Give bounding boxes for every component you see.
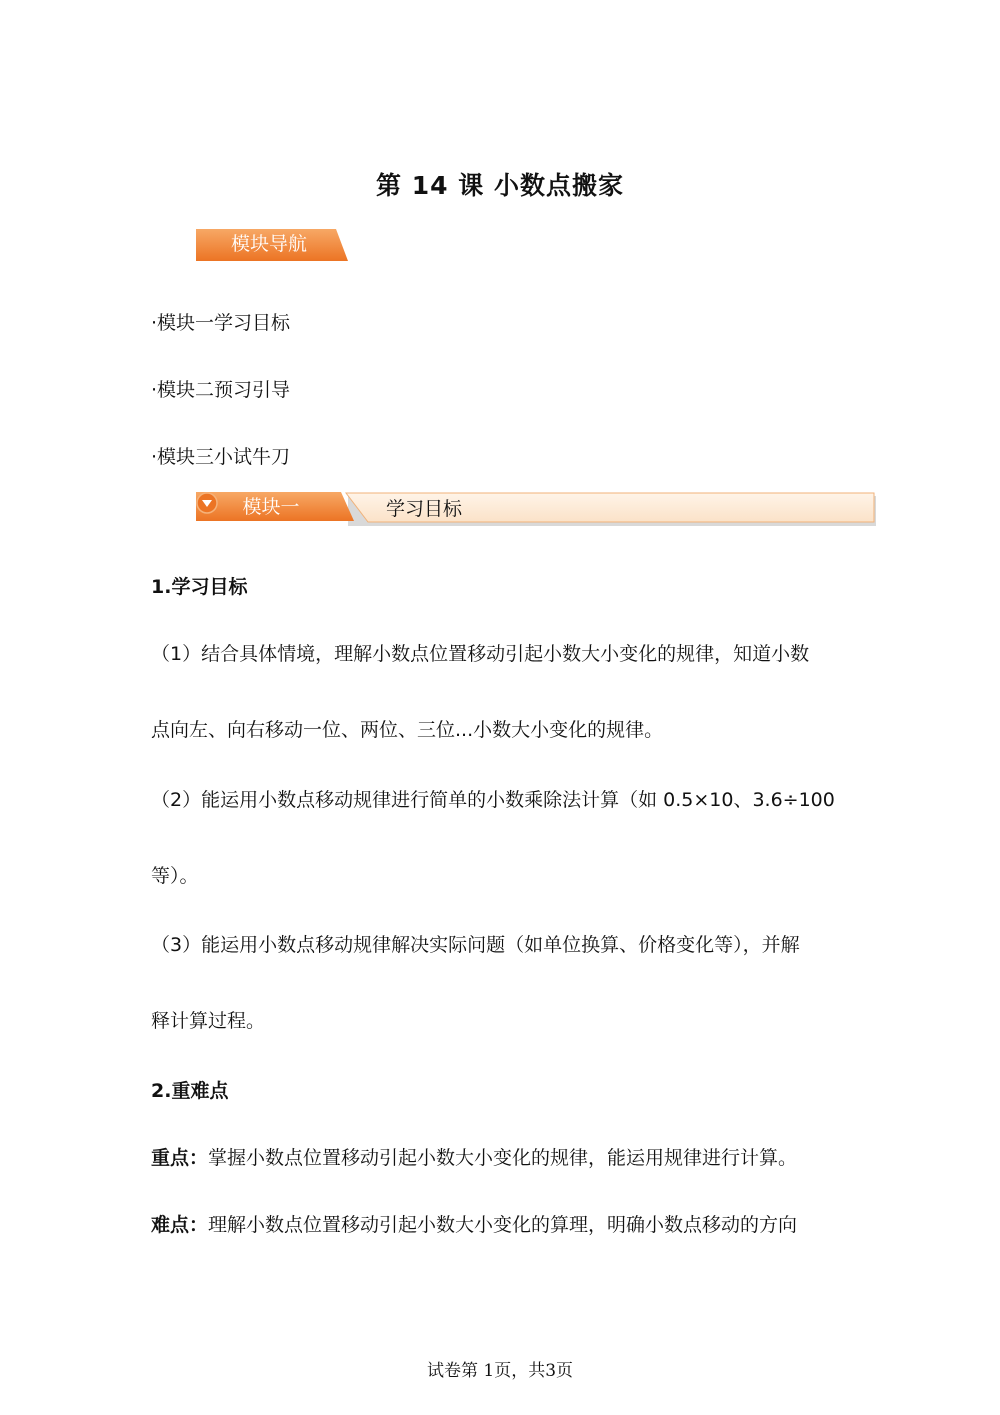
section-heading-key-points: 2.重难点 <box>151 1080 229 1102</box>
difficult-point-label: 难点： <box>151 1214 209 1236</box>
module-title: 学习目标 <box>386 498 463 520</box>
section-heading-goals: 1.学习目标 <box>151 576 248 598</box>
goal-item-3-line-2: 释计算过程。 <box>151 1010 266 1032</box>
module-number: 模块一 <box>242 496 300 518</box>
nav-tab-label: 模块导航 <box>230 233 307 255</box>
key-point-label: 重点： <box>151 1147 209 1169</box>
nav-item-module-3[interactable]: ·模块三小试牛刀 <box>151 446 291 468</box>
goal-item-1-line-2: 点向左、向右移动一位、两位、三位...小数大小变化的规律。 <box>151 719 664 741</box>
difficult-point <box>151 1210 797 1237</box>
module-nav-tab <box>196 229 351 263</box>
key-point <box>151 1143 797 1170</box>
goal-item-1 <box>151 639 851 742</box>
goal-item-2-line-1: （2）能运用小数点移动规律进行简单的小数乘除法计算（如 0.5×10、3.6÷100 <box>151 789 835 811</box>
goal-item-1-line-1: （1）结合具体情境，理解小数点位置移动引起小数大小变化的规律，知道小数 <box>151 643 810 665</box>
nav-item-module-2[interactable]: ·模块二预习引导 <box>151 379 291 401</box>
page-footer: 试卷第 1页，共3页 <box>426 1361 574 1381</box>
goal-item-3 <box>151 930 851 1033</box>
nav-item-module-1[interactable]: ·模块一学习目标 <box>151 312 291 334</box>
module-header-bar <box>196 492 878 528</box>
goal-item-2-line-2: 等）。 <box>151 865 199 887</box>
goal-item-2 <box>151 785 851 888</box>
chevron-down-icon[interactable] <box>196 492 218 514</box>
difficult-point-text: 理解小数点位置移动引起小数大小变化的算理，明确小数点移动的方向 <box>208 1214 798 1236</box>
key-point-text: 掌握小数点位置移动引起小数大小变化的规律，能运用规律进行计算。 <box>208 1147 798 1169</box>
goal-item-3-line-1: （3）能运用小数点移动规律解决实际问题（如单位换算、价格变化等），并解 <box>151 934 800 956</box>
page-title: 第 14 课 小数点搬家 <box>376 171 624 200</box>
